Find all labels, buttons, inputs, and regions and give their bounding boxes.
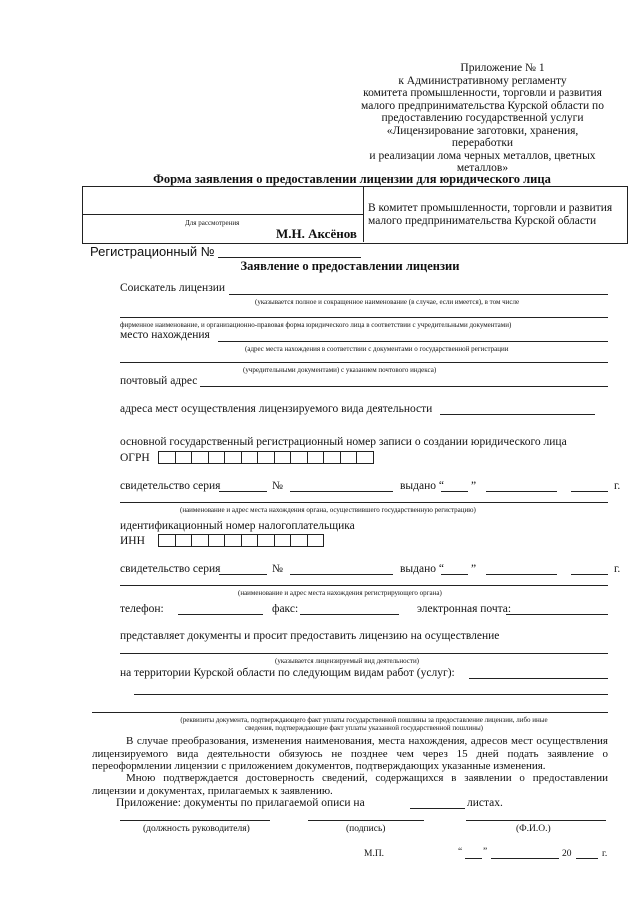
digit-cell[interactable]	[191, 451, 209, 464]
signature-caption: (подпись)	[346, 824, 386, 834]
location-hint-2: (учредительными документами) с указанием почтового индекса)	[243, 366, 437, 374]
appendix-line: малого предпринимательства Курской области по	[361, 99, 604, 112]
email-field[interactable]	[506, 614, 608, 615]
date-day-field[interactable]	[465, 858, 482, 859]
digit-cell[interactable]	[241, 451, 259, 464]
payment-hint-line: (реквизиты документа, подтверждающего факт уплаты государственной пошлины за предоставление лицензии, либо иные	[180, 716, 548, 724]
fax-label: факс:	[272, 603, 299, 615]
certificate-month-field[interactable]	[486, 491, 557, 492]
appendix-block	[360, 62, 605, 175]
digit-cell[interactable]	[307, 534, 325, 547]
certificate-number-label: №	[272, 563, 283, 575]
attachment-suffix: листах.	[467, 797, 503, 809]
date-month-field[interactable]	[491, 858, 559, 859]
activity-places-label: адреса мест осуществления лицензируемого вида деятельности	[120, 403, 433, 415]
certificate-series-label: свидетельство серия	[120, 563, 221, 575]
digit-cell[interactable]	[340, 451, 358, 464]
form-title: Форма заявления о предоставлении лицензии для юридического лица	[153, 172, 551, 186]
position-caption: (должность руководителя)	[143, 824, 250, 834]
payment-hint-line: сведения, подтверждающие факт уплаты указанной государственной пошлины)	[244, 724, 484, 732]
phone-label: телефон:	[120, 603, 164, 615]
date-open-quote: “	[458, 847, 463, 857]
works-field-2[interactable]	[134, 694, 608, 695]
signature-field[interactable]	[308, 820, 424, 821]
applicant-hint-2: фирменное наименование, и организационно-правовая форма юридического лица в соответствии с учредительными документами)	[120, 321, 512, 329]
date-year-suffix: г.	[602, 849, 608, 859]
digit-cell[interactable]	[224, 534, 242, 547]
signer-name: М.Н. Аксёнов	[276, 226, 357, 241]
inn-label: идентификационный номер налогоплательщика	[120, 520, 355, 532]
attachment-pages-field[interactable]	[410, 808, 465, 809]
certificate-issued-label: выдано “	[400, 480, 444, 492]
obligation-paragraph: В случае преобразования, изменения наименования, места нахождения, адресов мест осуществления лицензируемого вида деятельности обязуюсь не позднее чем через 15 дней подать заявление о переоформлении лицензии с приложением документов, подтверждающих указанные изменения.	[92, 735, 608, 772]
email-label: электронная почта:	[417, 603, 512, 615]
name-field[interactable]	[466, 820, 606, 821]
territory-text: на территории Курской области по следующим видам работ (услуг):	[120, 667, 455, 679]
appendix-line: «Лицензирование заготовки, хранения, переработки	[386, 124, 579, 149]
activity-type-field[interactable]	[120, 653, 608, 654]
ogrn-cells[interactable]	[158, 451, 373, 464]
date-close-quote: ”	[483, 847, 488, 857]
digit-cell[interactable]	[208, 451, 226, 464]
registrar-field[interactable]	[120, 585, 608, 586]
registrar-hint: (наименование и адрес места нахождения регистрирующего органа)	[238, 589, 442, 597]
applicant-hint: (указывается полное и сокращенное наименование (в случае, если имеется), в том числе	[255, 298, 520, 306]
activity-places-field[interactable]	[440, 414, 595, 415]
postal-label: почтовый адрес	[120, 375, 198, 387]
reg-number-field[interactable]	[218, 257, 361, 258]
certificate-month-field[interactable]	[486, 574, 557, 575]
appendix-line: и реализации лома черных металлов, цветных	[369, 149, 596, 162]
digit-cell[interactable]	[158, 534, 176, 547]
digit-cell[interactable]	[191, 534, 209, 547]
date-century: 20	[562, 849, 572, 859]
digit-cell[interactable]	[208, 534, 226, 547]
applicant-field[interactable]	[229, 294, 608, 295]
fax-field[interactable]	[300, 614, 399, 615]
digit-cell[interactable]	[158, 451, 176, 464]
digit-cell[interactable]	[257, 451, 275, 464]
reg-number-label: Регистрационный №	[90, 244, 215, 259]
certificate-number-field[interactable]	[290, 491, 393, 492]
quote-close: ”	[471, 480, 477, 492]
digit-cell[interactable]	[323, 451, 341, 464]
appendix-line: комитета промышленности, торговли и развития	[363, 87, 602, 99]
works-field[interactable]	[469, 678, 608, 679]
certificate-day-field[interactable]	[441, 574, 468, 575]
year-suffix: г.	[614, 563, 621, 575]
application-title: Заявление о предоставлении лицензии	[240, 259, 460, 273]
addressee: В комитет промышленности, торговли и развития малого предпринимательства Курской области	[368, 202, 613, 227]
request-text: представляет документы и просит предоставить лицензию на осуществление	[120, 630, 500, 642]
year-suffix: г.	[614, 480, 621, 492]
ogrn-label: основной государственный регистрационный номер записи о создании юридического лица	[120, 436, 567, 448]
certificate-authority-field[interactable]	[120, 502, 608, 503]
digit-cell[interactable]	[307, 451, 325, 464]
confirmation-paragraph: Мною подтверждается достоверность сведений, содержащихся в заявлении о предоставлении лицензии и документах, прилагаемых к заявлению.	[92, 772, 608, 797]
certificate-day-field[interactable]	[441, 491, 468, 492]
digit-cell[interactable]	[290, 534, 308, 547]
certificate-number-field[interactable]	[290, 574, 393, 575]
certificate-series-field[interactable]	[219, 574, 267, 575]
certificate-series-label: свидетельство серия	[120, 480, 221, 492]
appendix-line: предоставлению государственной услуги	[381, 112, 584, 124]
applicant-label: Соискатель лицензии	[120, 282, 226, 294]
location-label: место нахождения	[120, 329, 210, 341]
payment-field[interactable]	[92, 712, 608, 713]
certificate-hint: (наименование и адрес места нахождения органа, осуществившего государственную регистрацию)	[180, 506, 476, 514]
attachment-label: Приложение: документы по прилагаемой описи на	[116, 797, 365, 809]
digit-cell[interactable]	[274, 451, 292, 464]
location-hint: (адрес места нахождения в соответствии с документами о государственной регистрации	[245, 345, 509, 353]
inn-cells[interactable]	[158, 534, 323, 547]
header-box-rule	[82, 214, 363, 215]
position-field[interactable]	[120, 820, 270, 821]
appendix-line: к Административному регламенту	[398, 74, 567, 87]
name-caption: (Ф.И.О.)	[516, 824, 551, 834]
ogrn-code: ОГРН	[120, 452, 150, 464]
digit-cell[interactable]	[224, 451, 242, 464]
certificate-number-label: №	[272, 480, 283, 492]
certificate-year-field[interactable]	[571, 491, 608, 492]
digit-cell[interactable]	[290, 451, 308, 464]
certificate-series-field[interactable]	[219, 491, 267, 492]
for-review-label: Для рассмотрения	[185, 219, 240, 227]
certificate-year-field[interactable]	[571, 574, 608, 575]
phone-field[interactable]	[178, 614, 263, 615]
certificate-issued-label: выдано “	[400, 563, 444, 575]
activity-type-hint: (указывается лицензируемый вид деятельности)	[275, 657, 420, 665]
inn-code: ИНН	[120, 535, 145, 547]
digit-cell[interactable]	[241, 534, 259, 547]
payment-hint	[120, 716, 608, 732]
digit-cell[interactable]	[274, 534, 292, 547]
location-field-2[interactable]	[120, 362, 608, 363]
digit-cell[interactable]	[356, 451, 374, 464]
postal-field[interactable]	[200, 386, 608, 387]
digit-cell[interactable]	[175, 451, 193, 464]
appendix-title: Приложение № 1	[460, 62, 545, 74]
digit-cell[interactable]	[175, 534, 193, 547]
appendix-line: металлов»	[456, 162, 509, 174]
stamp-label: М.П.	[364, 849, 385, 859]
date-year-field[interactable]	[576, 858, 598, 859]
header-box-divider	[363, 186, 364, 242]
quote-close: ”	[471, 563, 477, 575]
location-field[interactable]	[218, 341, 608, 342]
applicant-field-2[interactable]	[120, 317, 608, 318]
digit-cell[interactable]	[257, 534, 275, 547]
